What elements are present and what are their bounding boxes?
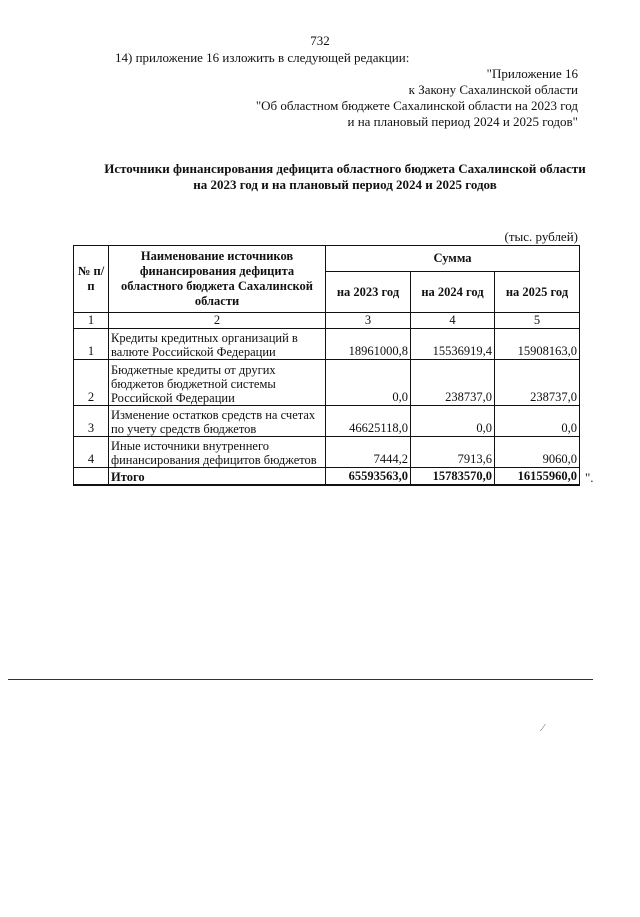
row-2025: 0,0 <box>495 406 580 437</box>
row-2023: 0,0 <box>326 360 411 406</box>
row-name: Бюджетные кредиты от других бюджетов бюджетной системы Российской Федерации <box>109 360 326 406</box>
total-2025: 16155960,0 <box>495 468 580 485</box>
appendix-line: "Приложение 16 <box>486 66 578 81</box>
page-number: 732 <box>310 33 330 48</box>
appendix-line: "Об областном бюджете Сахалинской области на 2023 год <box>255 98 578 113</box>
title-line: на 2023 год и на плановый период 2024 и 2025 годов <box>193 177 497 192</box>
row-2025: 15908163,0 <box>495 329 580 360</box>
row-name: Изменение остатков средств на счетах по учету средств бюджетов <box>109 406 326 437</box>
pen-mark: ⁄ <box>542 722 544 734</box>
row-2023: 7444,2 <box>326 437 411 468</box>
appendix-line: к Закону Сахалинской области <box>408 82 578 97</box>
table-row <box>74 329 580 360</box>
table-row <box>74 406 580 437</box>
row-2025: 9060,0 <box>495 437 580 468</box>
column-index: 1 <box>74 313 109 329</box>
financing-sources-table <box>73 245 580 486</box>
total-2024: 15783570,0 <box>411 468 495 485</box>
total-2023: 65593563,0 <box>326 468 411 485</box>
row-num: 4 <box>74 437 109 468</box>
header-2025: на 2025 год <box>495 272 580 313</box>
total-num <box>74 468 109 485</box>
units-label: (тыс. рублей) <box>504 229 578 244</box>
row-num: 2 <box>74 360 109 406</box>
row-2024: 0,0 <box>411 406 495 437</box>
document-title <box>60 161 630 193</box>
column-index-row <box>74 313 580 329</box>
row-name: Кредиты кредитных организаций в валюте Российской Федерации <box>109 329 326 360</box>
footer-rule <box>8 679 593 680</box>
row-2024: 15536919,4 <box>411 329 495 360</box>
appendix-line: и на плановый период 2024 и 2025 годов" <box>347 114 578 129</box>
appendix-header <box>256 66 578 130</box>
column-index: 2 <box>109 313 326 329</box>
column-index: 5 <box>495 313 580 329</box>
table-row <box>74 360 580 406</box>
row-num: 1 <box>74 329 109 360</box>
row-name: Иные источники внутреннего финансирования дефицитов бюджетов <box>109 437 326 468</box>
row-2024: 7913,6 <box>411 437 495 468</box>
table-row <box>74 437 580 468</box>
header-2023: на 2023 год <box>326 272 411 313</box>
header-name: Наименование источников финансирования дефицита областного бюджета Сахалинской области <box>109 246 326 313</box>
column-index: 4 <box>411 313 495 329</box>
row-2024: 238737,0 <box>411 360 495 406</box>
total-row <box>74 468 580 485</box>
row-2023: 18961000,8 <box>326 329 411 360</box>
amendment-intro: 14) приложение 16 изложить в следующей редакции: <box>115 50 410 65</box>
row-2023: 46625118,0 <box>326 406 411 437</box>
closing-quote: ". <box>585 470 594 485</box>
title-line: Источники финансирования дефицита областного бюджета Сахалинской области <box>104 161 586 176</box>
row-2025: 238737,0 <box>495 360 580 406</box>
header-sum: Сумма <box>326 246 580 272</box>
row-num: 3 <box>74 406 109 437</box>
total-label: Итого <box>109 468 326 485</box>
column-index: 3 <box>326 313 411 329</box>
header-2024: на 2024 год <box>411 272 495 313</box>
header-num: № п/п <box>74 246 109 313</box>
